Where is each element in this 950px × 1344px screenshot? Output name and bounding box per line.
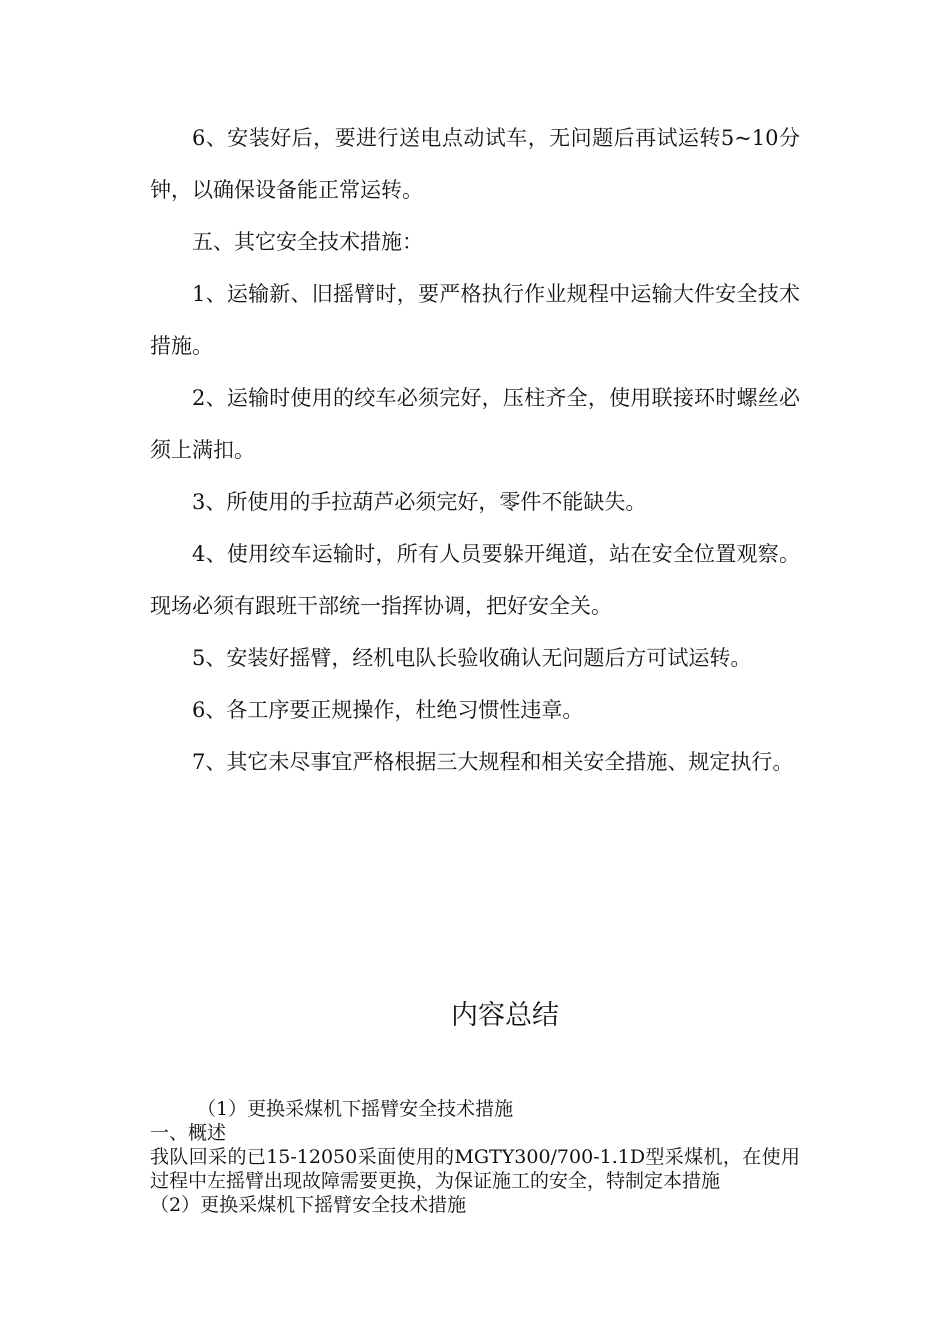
summary-title: 内容总结 [451, 1000, 559, 1031]
summary-line-3: 我队回采的已15-12050采面使用的MGTY300/700-1.1D型采煤机，在使用过程中左摇臂出现故障需要更换，为保证施工的安全，特制定本措施 [150, 1146, 800, 1192]
summary-line-4: （2）更换采煤机下摇臂安全技术措施 [150, 1194, 467, 1216]
paragraph-winch-condition: 2、运输时使用的绞车必须完好，压柱齐全，使用联接环时螺丝必须上满扣。 [150, 386, 800, 462]
paragraph-standard-operation: 6、各工序要正规操作，杜绝习惯性违章。 [192, 698, 584, 722]
summary-line-1: （1）更换采煤机下摇臂安全技术措施 [197, 1098, 514, 1120]
paragraph-install-test: 6、安装好后，要进行送电点动试车，无问题后再试运转5~10分钟，以确保设备能正常运转。 [150, 126, 800, 202]
summary-line-2: 一、概述 [150, 1122, 227, 1144]
paragraph-other-matters: 7、其它未尽事宜严格根据三大规程和相关安全措施、规定执行。 [192, 750, 794, 774]
paragraph-acceptance: 5、安装好摇臂，经机电队长验收确认无问题后方可试运转。 [192, 646, 752, 670]
paragraph-winch-transport-safety: 4、使用绞车运输时，所有人员要躲开绳道，站在安全位置观察。现场必须有跟班干部统一指挥协调，把好安全关。 [150, 542, 800, 618]
section-heading-other-measures: 五、其它安全技术措施： [192, 230, 423, 254]
paragraph-transport-arm: 1、运输新、旧摇臂时，要严格执行作业规程中运输大件安全技术措施。 [150, 282, 800, 358]
paragraph-hoist-condition: 3、所使用的手拉葫芦必须完好，零件不能缺失。 [192, 490, 647, 514]
